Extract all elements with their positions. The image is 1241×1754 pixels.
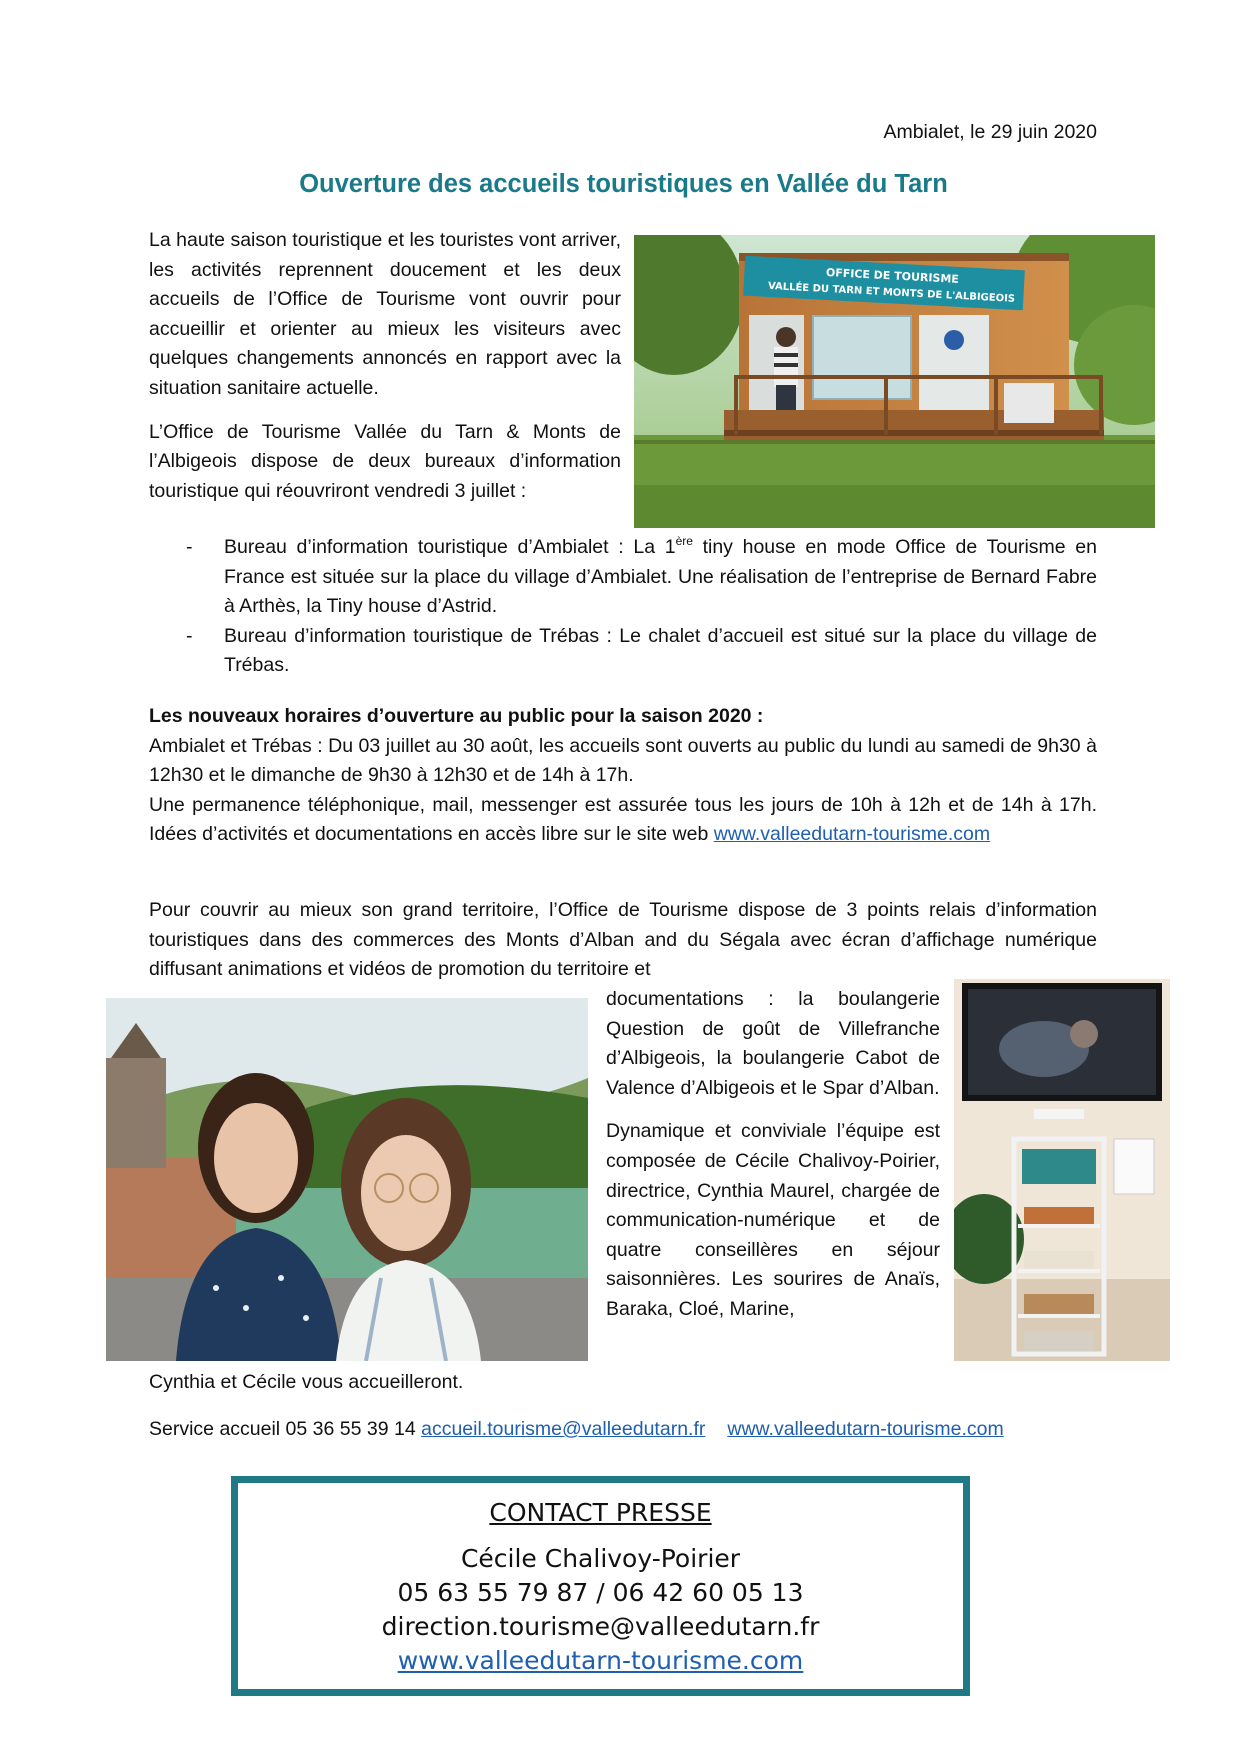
column-paragraph: documentations : la boulangerie Question de goût de Villefranche d’Albigeois, la boulangerie Cabot de Valence d’Albigeois et le Spar d’Alban. (606, 988, 940, 1099)
contact-heading: CONTACT PRESSE (489, 1498, 712, 1527)
list-item (149, 622, 1097, 681)
closing-line: Cynthia et Cécile vous accueilleront. (149, 1371, 464, 1393)
intro-paragraph: La haute saison touristique et les touristes vont arriver, les activités reprennent doucement et les deux accueils de l’Office de Tourisme vont ouvrir pour accueillir et orienter au mieux les visiteurs avec quelques changements annoncés en rapport avec la situation sanitaire actuelle. (149, 229, 621, 399)
opening-hours-section (149, 702, 1097, 850)
intro-paragraph: L’Office de Tourisme Vallée du Tarn & Monts de l’Albigeois dispose de deux bureaux d’information touristique qui réouvriront vendredi 3 juillet : (149, 420, 621, 502)
list-text: tiny house en mode Office de Tourisme en France est située sur la place du village d’Ambialet. Une réalisation de l’entreprise de Bernard Fabre à Arthès, la Tiny house d’Astrid. (224, 536, 1097, 618)
hours-text: Une permanence téléphonique, mail, messenger est assurée tous les jours de 10h à 12h et de 14h à 17h. Idées d’activités et documentations en accès libre sur le site web (149, 793, 1097, 846)
contact-phones: 05 63 55 79 87 / 06 42 60 05 13 (397, 1578, 804, 1607)
list-dash: - (186, 624, 193, 647)
contact-email[interactable]: direction.tourisme@valleedutarn.fr (381, 1612, 820, 1641)
website-link[interactable]: www.valleedutarn-tourisme.com (713, 823, 991, 846)
intro-section (149, 226, 621, 520)
office-list (149, 533, 1097, 681)
tourist-office-photo (634, 235, 1155, 528)
date-line: Ambialet, le 29 juin 2020 (883, 121, 1097, 143)
service-contact-line (149, 1415, 1097, 1445)
ordinal-superscript: ère (675, 534, 693, 548)
column-paragraph: Dynamique et conviviale l’équipe est composée de Cécile Chalivoy-Poirier, directrice, Cynthia Maurel, chargée de communication-numérique et de quatre conseillères en séjour saisonnières. Les sourires de Anaïs, Baraka, Cloé, Marine, (606, 1120, 940, 1320)
team-photo (106, 998, 588, 1361)
service-email-link[interactable]: accueil.tourisme@valleedutarn.fr (421, 1418, 706, 1440)
relay-paragraph: Pour couvrir au mieux son grand territoire, l’Office de Tourisme dispose de 3 points relais d’information touristiques dans des commerces des Monts d’Alban and du Ségala avec écran d’affichage numérique diffusant animations et vidéos de promotion du territoire et (149, 899, 1097, 981)
office-sign-line: VALLÉE DU TARN ET MONTS DE L'ALBIGEOIS (767, 280, 1016, 305)
page-title: Ouverture des accueils touristiques en Vallée du Tarn (299, 170, 948, 198)
team-column (606, 985, 940, 1339)
service-website-link[interactable]: www.valleedutarn-tourisme.com (727, 1418, 1004, 1440)
list-text: Bureau d’information touristique d’Ambialet : La 1 (224, 536, 676, 558)
service-phone: Service accueil 05 36 55 39 14 (149, 1418, 422, 1440)
hours-text: Ambialet et Trébas : Du 03 juillet au 30 août, les accueils sont ouverts au public du lundi au samedi de 9h30 à 12h30 et le dimanche de 9h30 à 12h30 et de 14h à 17h. (149, 734, 1097, 787)
list-dash: - (186, 536, 193, 558)
press-contact-box (231, 1476, 970, 1696)
display-screen-photo (954, 979, 1170, 1361)
office-sign-line: OFFICE DE TOURISME (825, 265, 960, 286)
contact-name: Cécile Chalivoy-Poirier (460, 1544, 741, 1573)
list-text: Bureau d’information touristique de Trébas : Le chalet d’accueil est situé sur la place du village de Trébas. (224, 624, 1097, 677)
contact-website-link[interactable]: www.valleedutarn-tourisme.com (397, 1646, 804, 1675)
section-heading: Les nouveaux horaires d’ouverture au public pour la saison 2020 : (149, 705, 764, 727)
list-item (149, 533, 1097, 622)
